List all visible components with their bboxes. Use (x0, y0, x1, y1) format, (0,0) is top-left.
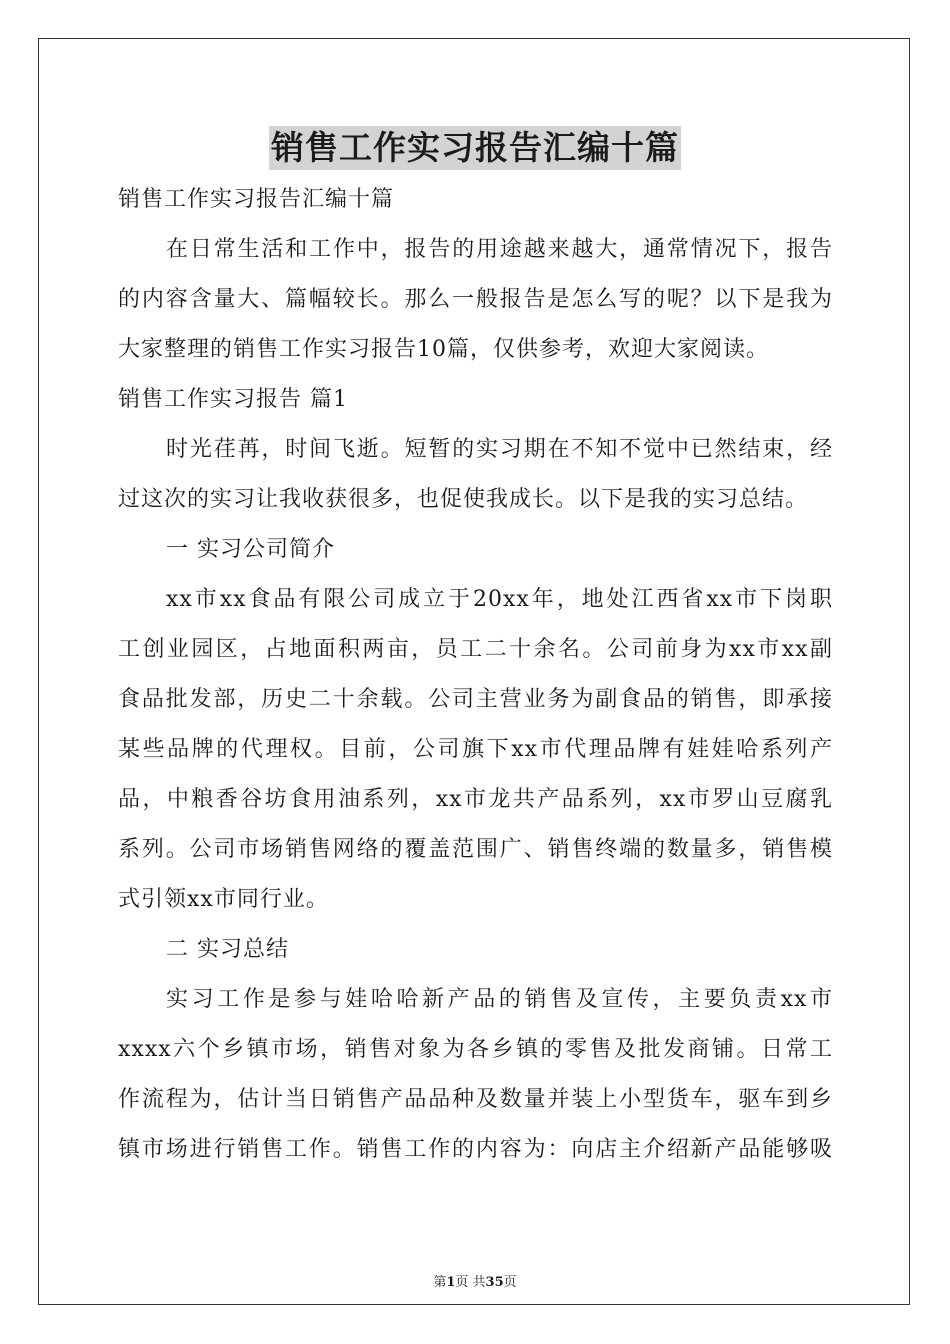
paragraph-line: 镇市场进行销售工作。销售工作的内容为：向店主介绍新产品能够吸 (118, 1137, 833, 1162)
paragraph-line: 时光荏苒，时间飞逝。短暂的实习期在不知不觉中已然结束，经 (166, 437, 833, 462)
paragraph-line: 工创业园区，占地面积两亩，员工二十余名。公司前身为xx市xx副 (118, 637, 833, 662)
footer-total-pages: 35 (485, 1275, 504, 1290)
document-title: 销售工作实习报告汇编十篇 (269, 126, 681, 170)
paragraph-line: 某些品牌的代理权。目前，公司旗下xx市代理品牌有娃娃哈系列产 (118, 737, 833, 762)
subtitle-line: 销售工作实习报告汇编十篇 (118, 187, 395, 212)
section-heading: 销售工作实习报告 篇1 (118, 387, 348, 412)
paragraph-line: 系列。公司市场销售网络的覆盖范围广、销售终端的数量多，销售模 (118, 837, 833, 862)
paragraph-line: xx市xx食品有限公司成立于20xx年，地处江西省xx市下岗职 (166, 587, 833, 612)
paragraph-line: 过这次的实习让我收获很多，也促使我成长。以下是我的实习总结。 (118, 487, 809, 512)
paragraph-line: 的内容含量大、篇幅较长。那么一般报告是怎么写的呢？以下是我为 (118, 287, 833, 312)
page-footer (0, 1275, 950, 1291)
paragraph-line: 食品批发部，历史二十余载。公司主营业务为副食品的销售，即承接 (118, 687, 833, 712)
footer-page-number: 1 (446, 1275, 456, 1290)
subsection-heading: 二 实习总结 (166, 937, 289, 962)
footer-page-mid: 页 共 (455, 1275, 486, 1290)
paragraph-line: 在日常生活和工作中，报告的用途越来越大，通常情况下，报告 (166, 237, 833, 262)
paragraph-line: 大家整理的销售工作实习报告10篇，仅供参考，欢迎大家阅读。 (118, 337, 769, 362)
paragraph-line: xxxx六个乡镇市场，销售对象为各乡镇的零售及批发商铺。日常工 (118, 1037, 833, 1062)
paragraph-line: 实习工作是参与娃哈哈新产品的销售及宣传，主要负责xx市 (166, 987, 833, 1012)
footer-page-suffix: 页 (503, 1275, 517, 1290)
footer-page-prefix: 第 (433, 1275, 447, 1290)
paragraph-line: 式引领xx市同行业。 (118, 887, 329, 912)
title-container (0, 126, 950, 170)
subsection-heading: 一 实习公司简介 (166, 537, 335, 562)
page-border (38, 38, 910, 1305)
paragraph-line: 作流程为，估计当日销售产品品种及数量并装上小型货车，驱车到乡 (118, 1087, 833, 1112)
paragraph-line: 品，中粮香谷坊食用油系列，xx市龙共产品系列，xx市罗山豆腐乳 (118, 787, 833, 812)
